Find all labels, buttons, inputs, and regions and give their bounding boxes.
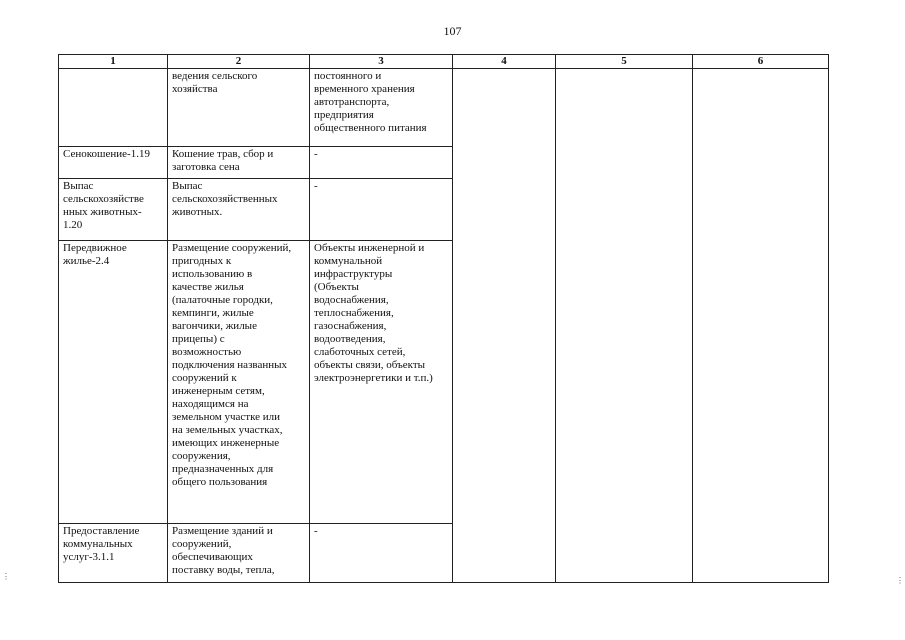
table-cell: Сенокошение-1.19 <box>59 147 168 179</box>
table-cell: Выпас сельскохозяйстве нных животных- 1.20 <box>59 179 168 241</box>
scan-edge-mark-right: ⋮ <box>896 576 904 585</box>
table-cell: - <box>310 179 453 241</box>
table-cell-empty-col6 <box>693 69 829 583</box>
table-cell: Кошение трав, сбор и заготовка сена <box>168 147 310 179</box>
table-cell: Предоставление коммунальных услуг-3.1.1 <box>59 524 168 583</box>
column-header-4: 4 <box>453 55 556 69</box>
table-cell: ведения сельского хозяйства <box>168 69 310 147</box>
table-cell: Размещение зданий и сооружений, обеспечивающих поставку воды, тепла, <box>168 524 310 583</box>
scan-edge-mark-left: ⋮ <box>2 572 10 581</box>
column-header-5: 5 <box>556 55 693 69</box>
table-cell: - <box>310 524 453 583</box>
page-number: 107 <box>443 24 462 38</box>
table-cell: Передвижное жилье-2.4 <box>59 241 168 524</box>
table-cell: постоянного и временного хранения автотранспорта, предприятия общественного питания <box>310 69 453 147</box>
table-cell: Выпас сельскохозяйственных животных. <box>168 179 310 241</box>
table-cell-empty-col4 <box>453 69 556 583</box>
table-cell-empty-col5 <box>556 69 693 583</box>
column-header-1: 1 <box>59 55 168 69</box>
column-header-3: 3 <box>310 55 453 69</box>
table-cell <box>59 69 168 147</box>
table-cell: - <box>310 147 453 179</box>
table-cell: Объекты инженерной и коммунальной инфраструктуры (Объекты водоснабжения, теплоснабжения, газоснабжения, водоотведения, слаботочных сетей, объекты связи, объекты электроэнергетики и т.п.) <box>310 241 453 524</box>
column-header-2: 2 <box>168 55 310 69</box>
table-cell: Размещение сооружений, пригодных к использованию в качестве жилья (палаточные городки, кемпинги, жилые вагончики, жилые прицепы) с возможностью подключения названных сооружений к инженерным сетям, находящимся на земельном участке или на земельных участках, имеющих инженерные сооружения, предназначенных для общего пользования <box>168 241 310 524</box>
table-header-row <box>59 55 829 69</box>
zoning-table <box>58 54 829 583</box>
column-header-6: 6 <box>693 55 829 69</box>
table-row <box>59 69 829 147</box>
